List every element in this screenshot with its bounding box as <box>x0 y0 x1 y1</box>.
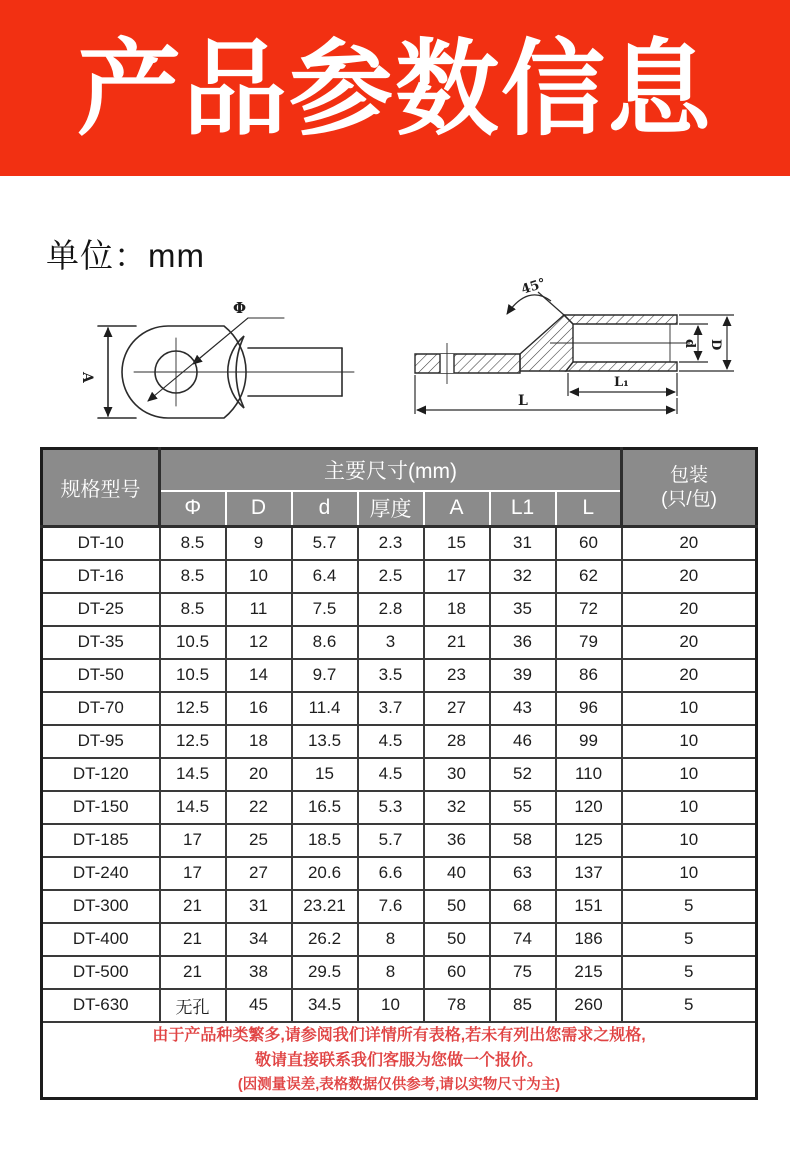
inner-diameter-cell: 29.5 <box>292 956 358 989</box>
pack-cell: 10 <box>622 824 757 857</box>
model-cell: DT-70 <box>42 692 160 725</box>
model-cell: DT-300 <box>42 890 160 923</box>
l1-cell: 74 <box>490 923 556 956</box>
pack-cell: 5 <box>622 989 757 1022</box>
outer-diameter-cell: 18 <box>226 725 292 758</box>
length-cell: 125 <box>556 824 622 857</box>
packaging-label-line2: (只/包) <box>661 488 717 510</box>
model-cell: DT-240 <box>42 857 160 890</box>
length-cell: 110 <box>556 758 622 791</box>
l1-cell: 85 <box>490 989 556 1022</box>
phi-cell: 无孔 <box>160 989 226 1022</box>
length-cell: 260 <box>556 989 622 1022</box>
model-cell: DT-95 <box>42 725 160 758</box>
table-row <box>42 956 757 989</box>
column-header-outer-diameter: D <box>226 491 292 527</box>
spec-table <box>40 447 758 1100</box>
thickness-cell: 4.5 <box>358 758 424 791</box>
width-a-cell: 21 <box>424 626 490 659</box>
outer-diameter-cell: 38 <box>226 956 292 989</box>
thickness-cell: 8 <box>358 956 424 989</box>
outer-diameter-D-label: D <box>708 339 723 351</box>
inner-diameter-cell: 6.4 <box>292 560 358 593</box>
l1-cell: 55 <box>490 791 556 824</box>
pack-cell: 5 <box>622 890 757 923</box>
model-cell: DT-10 <box>42 527 160 560</box>
pack-cell: 10 <box>622 791 757 824</box>
l1-cell: 43 <box>490 692 556 725</box>
length-cell: 86 <box>556 659 622 692</box>
column-header-l1: L1 <box>490 491 556 527</box>
l1-dimension-label: L₁ <box>614 375 629 390</box>
table-row <box>42 758 757 791</box>
note-line-1: 由于产品种类繁多,请参阅我们详情所有表格,若未有列出您需求之规格, <box>152 1026 646 1044</box>
l1-cell: 39 <box>490 659 556 692</box>
model-cell: DT-150 <box>42 791 160 824</box>
table-row <box>42 560 757 593</box>
phi-cell: 8.5 <box>160 593 226 626</box>
outer-diameter-cell: 12 <box>226 626 292 659</box>
width-a-cell: 15 <box>424 527 490 560</box>
model-cell: DT-500 <box>42 956 160 989</box>
outer-diameter-cell: 34 <box>226 923 292 956</box>
width-a-cell: 32 <box>424 791 490 824</box>
phi-cell: 21 <box>160 890 226 923</box>
pack-cell: 5 <box>622 956 757 989</box>
table-row <box>42 989 757 1022</box>
phi-cell: 17 <box>160 824 226 857</box>
l1-cell: 52 <box>490 758 556 791</box>
thickness-cell: 8 <box>358 923 424 956</box>
column-header-inner-diameter: d <box>292 491 358 527</box>
table-row <box>42 890 757 923</box>
table-row <box>42 626 757 659</box>
table-body <box>42 527 757 1022</box>
inner-diameter-cell: 13.5 <box>292 725 358 758</box>
length-cell: 96 <box>556 692 622 725</box>
width-a-cell: 17 <box>424 560 490 593</box>
thickness-cell: 6.6 <box>358 857 424 890</box>
length-cell: 79 <box>556 626 622 659</box>
phi-dimension-label: Φ <box>233 299 247 317</box>
column-header-packaging <box>622 449 757 527</box>
column-header-width-a: A <box>424 491 490 527</box>
phi-cell: 17 <box>160 857 226 890</box>
inner-diameter-cell: 15 <box>292 758 358 791</box>
angle-45-label: 45° <box>519 275 548 298</box>
phi-cell: 12.5 <box>160 692 226 725</box>
model-cell: DT-50 <box>42 659 160 692</box>
inner-diameter-cell: 5.7 <box>292 527 358 560</box>
length-cell: 120 <box>556 791 622 824</box>
phi-cell: 14.5 <box>160 791 226 824</box>
model-cell: DT-185 <box>42 824 160 857</box>
outer-diameter-cell: 16 <box>226 692 292 725</box>
phi-cell: 21 <box>160 956 226 989</box>
thickness-cell: 2.8 <box>358 593 424 626</box>
l1-cell: 35 <box>490 593 556 626</box>
width-a-cell: 60 <box>424 956 490 989</box>
thickness-cell: 5.3 <box>358 791 424 824</box>
outer-diameter-cell: 25 <box>226 824 292 857</box>
width-a-cell: 23 <box>424 659 490 692</box>
model-cell: DT-25 <box>42 593 160 626</box>
width-a-cell: 36 <box>424 824 490 857</box>
phi-cell: 10.5 <box>160 626 226 659</box>
width-a-cell: 50 <box>424 890 490 923</box>
inner-diameter-cell: 18.5 <box>292 824 358 857</box>
phi-cell: 8.5 <box>160 560 226 593</box>
thickness-cell: 3 <box>358 626 424 659</box>
outer-diameter-cell: 11 <box>226 593 292 626</box>
l1-cell: 68 <box>490 890 556 923</box>
inner-diameter-d-label: d <box>682 339 697 349</box>
l1-cell: 63 <box>490 857 556 890</box>
notes-cell <box>42 1022 757 1099</box>
model-cell: DT-35 <box>42 626 160 659</box>
thickness-cell: 5.7 <box>358 824 424 857</box>
a-dimension-label: A <box>79 372 95 383</box>
width-a-cell: 30 <box>424 758 490 791</box>
model-cell: DT-630 <box>42 989 160 1022</box>
model-cell: DT-16 <box>42 560 160 593</box>
thickness-cell: 4.5 <box>358 725 424 758</box>
table-row <box>42 857 757 890</box>
page-title: 产品参数信息 <box>76 32 713 148</box>
inner-diameter-cell: 16.5 <box>292 791 358 824</box>
width-a-cell: 28 <box>424 725 490 758</box>
table-row <box>42 824 757 857</box>
pack-cell: 5 <box>622 923 757 956</box>
length-cell: 137 <box>556 857 622 890</box>
inner-diameter-cell: 34.5 <box>292 989 358 1022</box>
thickness-cell: 3.7 <box>358 692 424 725</box>
width-a-cell: 18 <box>424 593 490 626</box>
width-a-cell: 40 <box>424 857 490 890</box>
pack-cell: 20 <box>622 560 757 593</box>
thickness-cell: 3.5 <box>358 659 424 692</box>
length-cell: 215 <box>556 956 622 989</box>
outer-diameter-cell: 31 <box>226 890 292 923</box>
width-a-cell: 50 <box>424 923 490 956</box>
unit-label: 单位：mm <box>46 237 205 274</box>
outer-diameter-cell: 22 <box>226 791 292 824</box>
phi-cell: 10.5 <box>160 659 226 692</box>
pack-cell: 20 <box>622 626 757 659</box>
phi-cell: 14.5 <box>160 758 226 791</box>
length-cell: 72 <box>556 593 622 626</box>
pack-cell: 10 <box>622 758 757 791</box>
outer-diameter-cell: 45 <box>226 989 292 1022</box>
inner-diameter-cell: 7.5 <box>292 593 358 626</box>
l1-cell: 75 <box>490 956 556 989</box>
l-dimension-label: L <box>518 393 528 409</box>
note-line-3: (因测量误差,表格数据仅供参考,请以实物尺寸为主) <box>237 1076 561 1093</box>
inner-diameter-cell: 23.21 <box>292 890 358 923</box>
outer-diameter-cell: 10 <box>226 560 292 593</box>
note-line-2: 敬请直接联系我们客服为您做一个报价。 <box>255 1052 544 1070</box>
length-cell: 151 <box>556 890 622 923</box>
l1-cell: 36 <box>490 626 556 659</box>
lug-section-view-diagram <box>390 272 790 444</box>
column-group-main-dimensions: 主要尺寸(mm) <box>160 449 622 491</box>
thickness-cell: 2.5 <box>358 560 424 593</box>
thickness-cell: 10 <box>358 989 424 1022</box>
inner-diameter-cell: 20.6 <box>292 857 358 890</box>
l1-cell: 46 <box>490 725 556 758</box>
inner-diameter-cell: 9.7 <box>292 659 358 692</box>
width-a-cell: 78 <box>424 989 490 1022</box>
phi-cell: 21 <box>160 923 226 956</box>
inner-diameter-cell: 26.2 <box>292 923 358 956</box>
notes-row <box>42 1022 757 1099</box>
model-cell: DT-400 <box>42 923 160 956</box>
l1-cell: 31 <box>490 527 556 560</box>
width-a-cell: 27 <box>424 692 490 725</box>
inner-diameter-cell: 11.4 <box>292 692 358 725</box>
table-row <box>42 593 757 626</box>
length-cell: 60 <box>556 527 622 560</box>
thickness-cell: 7.6 <box>358 890 424 923</box>
pack-cell: 10 <box>622 857 757 890</box>
length-cell: 62 <box>556 560 622 593</box>
outer-diameter-cell: 9 <box>226 527 292 560</box>
l1-cell: 32 <box>490 560 556 593</box>
table-row <box>42 692 757 725</box>
table-row <box>42 725 757 758</box>
l1-cell: 58 <box>490 824 556 857</box>
table-row <box>42 659 757 692</box>
model-cell: DT-120 <box>42 758 160 791</box>
packaging-label-line1: 包装 <box>670 464 709 486</box>
length-cell: 99 <box>556 725 622 758</box>
thickness-cell: 2.3 <box>358 527 424 560</box>
phi-cell: 12.5 <box>160 725 226 758</box>
pack-cell: 10 <box>622 692 757 725</box>
pack-cell: 20 <box>622 527 757 560</box>
pack-cell: 20 <box>622 593 757 626</box>
outer-diameter-cell: 14 <box>226 659 292 692</box>
column-header-length: L <box>556 491 622 527</box>
pack-cell: 10 <box>622 725 757 758</box>
inner-diameter-cell: 8.6 <box>292 626 358 659</box>
phi-cell: 8.5 <box>160 527 226 560</box>
outer-diameter-cell: 27 <box>226 857 292 890</box>
table-row <box>42 923 757 956</box>
table-row <box>42 791 757 824</box>
header-banner <box>0 0 790 176</box>
outer-diameter-cell: 20 <box>226 758 292 791</box>
lug-top-view-diagram <box>36 296 391 441</box>
length-cell: 186 <box>556 923 622 956</box>
pack-cell: 20 <box>622 659 757 692</box>
column-header-model: 规格型号 <box>42 449 160 527</box>
table-row <box>42 527 757 560</box>
column-header-thickness: 厚度 <box>358 491 424 527</box>
column-header-phi: Φ <box>160 491 226 527</box>
